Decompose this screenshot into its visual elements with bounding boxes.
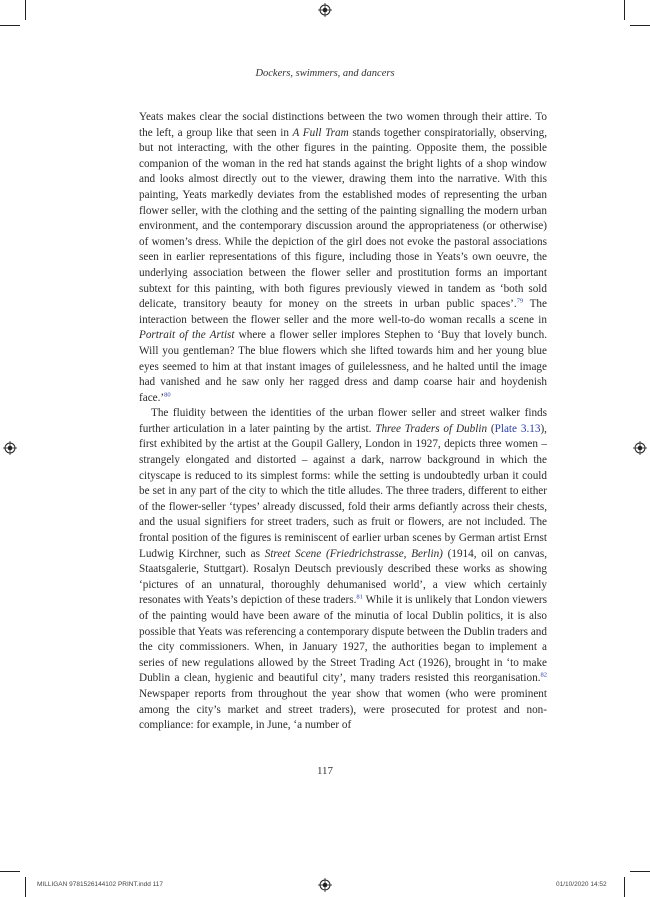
registration-mark-right-icon bbox=[633, 441, 647, 455]
registration-mark-bottom-icon bbox=[318, 878, 332, 892]
footnote-ref[interactable]: 79 bbox=[516, 297, 524, 305]
body-text bbox=[139, 110, 547, 734]
plate-link[interactable]: Plate 3.13 bbox=[494, 422, 541, 435]
crop-mark-bottom-left-h bbox=[0, 871, 20, 872]
paragraph-1 bbox=[139, 110, 547, 406]
crop-mark-top-right-v bbox=[624, 0, 625, 20]
slug-file-info: MILLIGAN 9781526144102 PRINT.indd 117 bbox=[37, 881, 163, 888]
registration-mark-left-icon bbox=[3, 441, 17, 455]
footnote-ref[interactable]: 81 bbox=[356, 593, 363, 601]
footnote-ref[interactable]: 82 bbox=[540, 671, 547, 679]
crop-mark-bottom-right-v bbox=[624, 877, 625, 897]
italic-title: Three Traders of Dublin bbox=[375, 422, 488, 435]
italic-title: A Full Tram bbox=[292, 126, 349, 139]
crop-mark-top-right-h bbox=[630, 25, 650, 26]
page-number: 117 bbox=[316, 765, 334, 777]
text-run: (1914, oil on canvas, Staatsgalerie, Stuttgart). Rosalyn Deutsch previously described these works as showing ‘pictures of an unnatural, thoroughly dehumanised world’, a view which certainly resonates with Yeats’s depiction of these traders. bbox=[139, 547, 547, 607]
text-run: The interaction between the flower seller and the more well-to-do woman recalls a scene in bbox=[139, 298, 547, 326]
text-run: ), first exhibited by the artist at the Goupil Gallery, London in 1927, depicts three women – strangely elongated and distorted – against a dark, narrow background in which the cityscape is reduced to its simplest forms: while the setting is undoubtedly urban it could be set in any part of the city to which the title alludes. The three traders, different to either of the flower-seller ‘types’ already discussed, fold their arms defiantly across their chests, and the usual signifiers for street traders, such as fruit or flowers, are not included. The frontal position of the figures is reminiscent of earlier urban scenes by German artist Ernst Ludwig Kirchner, such as bbox=[139, 422, 547, 560]
running-head: Dockers, swimmers, and dancers bbox=[255, 68, 395, 79]
text-run: ( bbox=[487, 422, 495, 435]
text-run: The fluidity between the identities of the urban flower seller and street walker finds further articulation in a later painting by the artist. bbox=[139, 407, 547, 435]
text-run: Yeats makes clear the social distinctions between the two women through their attire. To the left, a group like that seen in bbox=[139, 111, 547, 139]
crop-mark-top-left-h bbox=[0, 25, 20, 26]
crop-mark-top-left-v bbox=[25, 0, 26, 20]
registration-mark-top-icon bbox=[318, 3, 332, 17]
text-run: where a flower seller implores Stephen to ‘Buy that lovely bunch. Will you gentleman? The blue flowers which she lifted towards him and her young blue eyes seemed to him at that instant images of guilelessness, and he halted until the image had vanished and he saw only her ragged dress and damp coarse hair and hoydenish face.’ bbox=[139, 329, 547, 404]
text-run: stands together conspiratorially, observing, but not interacting, with the other figures in the painting. Opposite them, the possible companion of the woman in the red hat stands against the bright lights of a shop window and looks almost directly out to the viewer, drawing them into the narrative. With this painting, Yeats markedly deviates from the established modes of representing the urban flower seller, with the clothing and the setting of the painting signalling the modern urban environment, and the contemporary discussion around the appropriateness (or otherwise) of women’s dress. While the depiction of the girl does not evoke the pastoral associations seen in earlier representations of this figure, including those in Yeats’s own oeuvre, the underlying association between the flower seller and prostitution forms an important subtext for this painting, with both figures previously viewed in tandem as ‘both sold delicate, transitory beauty for money on the streets in urban public spaces’. bbox=[139, 126, 548, 311]
italic-title: Portrait of the Artist bbox=[139, 329, 235, 342]
italic-title: Street Scene (Friedrichstrasse, Berlin) bbox=[264, 547, 443, 560]
crop-mark-bottom-left-v bbox=[25, 877, 26, 897]
text-run: Newspaper reports from throughout the year show that women (who were prominent among the city’s market and street traders), were prosecuted for protest and non-compliance: for example, in June, ‘a number of bbox=[139, 687, 547, 732]
slug-date-time: 01/10/2020 14:52 bbox=[556, 881, 607, 888]
crop-mark-bottom-right-h bbox=[630, 871, 650, 872]
paragraph-2 bbox=[139, 406, 547, 733]
text-run: While it is unlikely that London viewers of the painting would have been aware of the minutia of local Dublin politics, it is also possible that Yeats was referencing a contemporary dispute between the Dublin traders and the city commissioners. When, in January 1927, the authorities began to implement a series of new regulations allowed by the Street Trading Act (1926), brought in ‘to make Dublin a clean, hygienic and beautiful city’, many traders resisted this reorganisation. bbox=[139, 594, 547, 685]
footnote-ref[interactable]: 80 bbox=[164, 390, 171, 398]
